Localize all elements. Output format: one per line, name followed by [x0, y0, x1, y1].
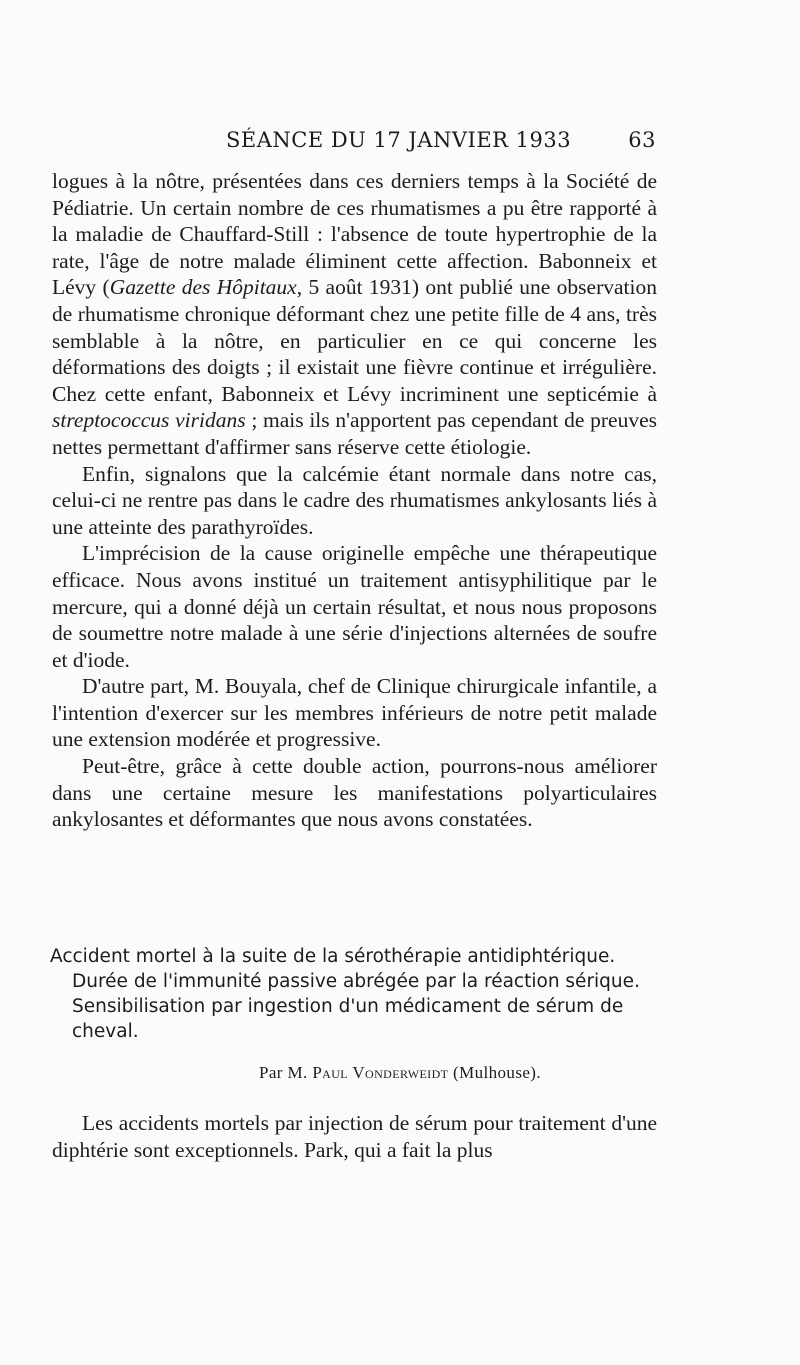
- paragraph-text: , 5 août 1931) ont publié une observation de rhumatisme chronique déformant chez une petite fille de 4 ans, très semblable à la nôtre, en particulier en ce qui concerne les déformations des doigts ; il existait une fièvre continue et irrégulière. Chez cette enfant, Babonneix et Lévy incriminent une septicémie à: [52, 275, 657, 406]
- paragraph-text: ; mais ils n'apportent pas cependant de preuves nettes permettant d'affirmer sans réserve cette étiologie.: [52, 408, 657, 459]
- article-title-line: cheval.: [72, 1021, 139, 1042]
- paragraph: [52, 168, 657, 461]
- byline: [0, 1063, 800, 1083]
- article-title-line: Durée de l'immunité passive abrégée par la réaction sérique.: [72, 971, 640, 992]
- byline-prefix: Par M.: [258, 1063, 308, 1082]
- continued-text: [52, 168, 657, 833]
- paragraph: D'autre part, M. Bouyala, chef de Clinique chirurgicale infantile, a l'intention d'exercer sur les membres inférieurs de notre petit malade une extension modérée et progressive.: [52, 674, 657, 752]
- author-affiliation: (Mulhouse).: [453, 1063, 542, 1082]
- running-head-title: SÉANCE DU 17 JANVIER 1933: [226, 128, 572, 152]
- article-body: [52, 1110, 657, 1163]
- organism-name: streptococcus viridans: [52, 408, 246, 433]
- paragraph: Enfin, signalons que la calcémie étant normale dans notre cas, celui-ci ne rentre pas dans le cadre des rhumatismes ankylosants liés à une atteinte des parathyroïdes.: [52, 461, 657, 539]
- journal-title: Gazette des Hôpitaux: [109, 275, 297, 300]
- article-title: [50, 944, 660, 1044]
- page-number: 63: [628, 128, 656, 152]
- paragraph: L'imprécision de la cause originelle empêche une thérapeutique efficace. Nous avons institué un traitement antisyphilitique par le mercure, qui a donné déjà un certain résultat, et nous nous proposons de soumettre notre malade à une série d'injections alternées de soufre et d'iode.: [52, 541, 657, 672]
- article-title-line: Sensibilisation par ingestion d'un médicament de sérum de: [72, 996, 624, 1017]
- running-head: [56, 128, 656, 160]
- paragraph: Peut-être, grâce à cette double action, pourrons-nous améliorer dans une certaine mesure les manifestations polyarticulaires ankylosantes et déformantes que nous avons constatées.: [52, 754, 657, 832]
- author-name: Paul Vonderweidt: [312, 1063, 449, 1082]
- article-title-line: Accident mortel à la suite de la sérothérapie antidiphtérique.: [50, 946, 616, 967]
- paragraph: Les accidents mortels par injection de sérum pour traitement d'une diphtérie sont exceptionnels. Park, qui a fait la plus: [52, 1111, 657, 1162]
- paragraph-text: logues à la nôtre, présentées dans ces derniers temps à la Société de Pédiatrie. Un certain nombre de ces rhumatismes a pu être rapporté à la maladie de Chauffard-Still : l'absence de toute hypertrophie de la rate, l'âge de notre malade éliminent cette affection. Babonneix et Lévy (: [52, 169, 657, 300]
